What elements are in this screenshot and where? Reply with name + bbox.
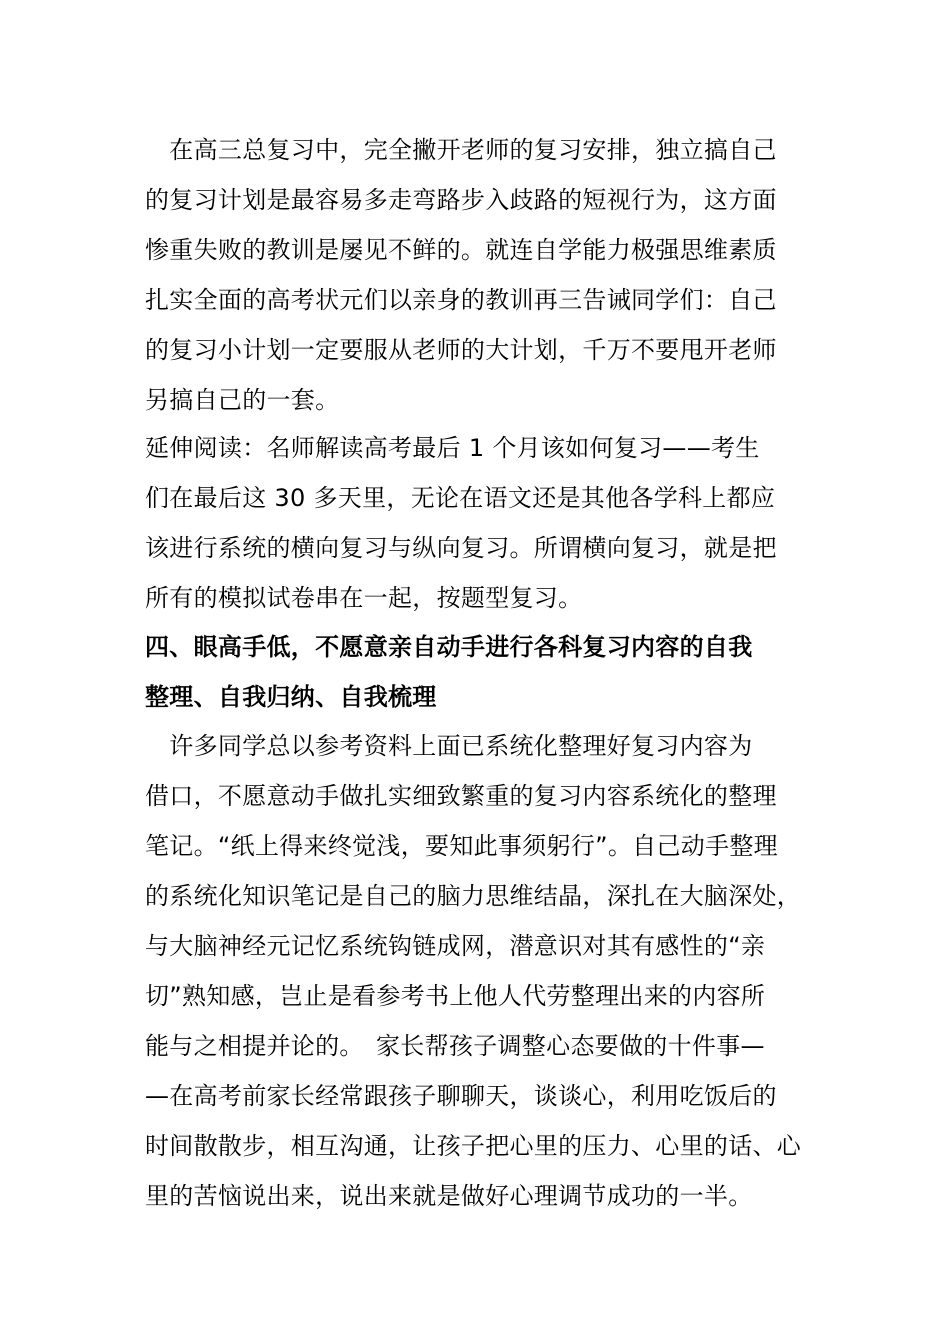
paragraph-3-line-8: —在高考前家长经常跟孩子聊聊天，谈谈心，利用吃饭后的 [145,1082,777,1110]
paragraph-3-line-1: 许多同学总以参考资料上面已系统化整理好复习内容为 [145,732,753,760]
paragraph-2-line-1: 延伸阅读：名师解读高考最后 1 个月该如何复习——考生 [145,434,760,462]
paragraph-3-line-3: 笔记。“纸上得来终觉浅，要知此事须躬行”。自己动手整理 [145,832,778,860]
paragraph-3-line-4: 的系统化知识笔记是自己的脑力思维结晶，深扎在大脑深处， [145,882,802,910]
paragraph-3-line-7: 能与之相提并论的。 家长帮孩子调整心态要做的十件事— [145,1032,765,1060]
paragraph-3-line-5: 与大脑神经元记忆系统钩链成网，潜意识对其有感性的“亲 [145,932,766,960]
paragraph-3-line-2: 借口，不愿意动手做扎实细致繁重的复习内容系统化的整理 [145,782,777,810]
paragraph-1-line-6: 另搞自己的一套。 [145,386,340,414]
paragraph-1-line-3: 惨重失败的教训是屡见不鲜的。就连自学能力极强思维素质 [145,236,777,264]
section-heading-line-1: 四、眼高手低，不愿意亲自动手进行各科复习内容的自我 [145,633,753,661]
paragraph-1-line-4: 扎实全面的高考状元们以亲身的教训再三告诫同学们：自己 [145,286,777,314]
paragraph-2-line-3: 该进行系统的横向复习与纵向复习。所谓横向复习，就是把 [145,534,777,562]
paragraph-1-line-5: 的复习小计划一定要服从老师的大计划，千万不要甩开老师 [145,336,777,364]
section-heading-line-2: 整理、自我归纳、自我梳理 [145,683,437,711]
paragraph-2-line-4: 所有的模拟试卷串在一起，按题型复习。 [145,584,583,612]
paragraph-3-line-9: 时间散散步，相互沟通，让孩子把心里的压力、心里的话、心 [145,1132,802,1160]
paragraph-3-line-10: 里的苦恼说出来，说出来就是做好心理调节成功的一半。 [145,1182,753,1210]
paragraph-3-line-6: 切”熟知感，岂止是看参考书上他人代劳整理出来的内容所 [145,982,766,1010]
paragraph-1-line-2: 的复习计划是最容易多走弯路步入歧路的短视行为，这方面 [145,186,777,214]
paragraph-1-line-1: 在高三总复习中，完全撇开老师的复习安排，独立搞自己 [145,136,777,164]
paragraph-2-line-2: 们在最后这 30 多天里，无论在语文还是其他各学科上都应 [145,484,776,512]
